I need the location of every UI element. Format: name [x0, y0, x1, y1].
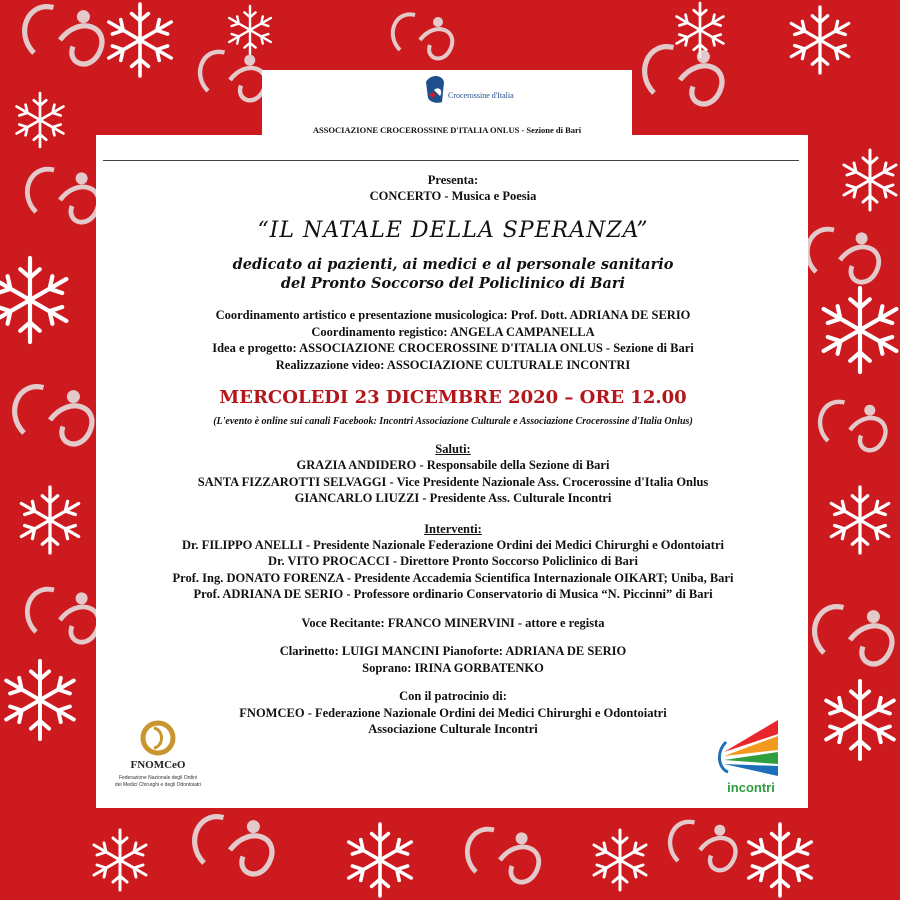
fnomceo-name: FNOMCeO	[130, 759, 186, 771]
patronage-heading: Con il patrocinio di:	[399, 689, 507, 703]
fnomceo-logo-icon	[108, 718, 208, 796]
incontri-logo-icon	[714, 712, 788, 798]
event-date: MERCOLEDI 23 DICEMBRE 2020 – ORE 12.00	[219, 387, 687, 408]
greeting-line: GIANCARLO LIUZZI - Presidente Ass. Culturale Incontri	[294, 491, 612, 505]
voice-line: Voce Recitante: FRANCO MINERVINI - attore e regista	[301, 615, 605, 630]
credit-line: Idea e progetto: ASSOCIAZIONE CROCEROSSINE D'ITALIA ONLUS - Sezione di Bari	[212, 341, 694, 355]
patronage-line-2: Associazione Culturale Incontri	[368, 722, 538, 736]
speaker-line: Dr. VITO PROCACCI - Direttore Pronto Soccorso Policlinico di Bari	[268, 554, 638, 568]
fnomceo-subtitle-1: Federazione Nazionale degli Ordini	[118, 775, 198, 781]
credits-block	[100, 307, 806, 373]
header-divider	[103, 160, 799, 161]
incontri-name: incontri	[727, 780, 775, 795]
dedication-line-2: del Pronto Soccorso del Policlinico di Bari	[280, 275, 626, 292]
poster-content	[100, 172, 806, 738]
fnomceo-subtitle-2: dei Medici Chirurghi e degli Odontoiatri	[114, 782, 202, 788]
event-title: “IL NATALE DELLA SPERANZA”	[257, 218, 649, 243]
performers-line-1: Clarinetto: LUIGI MANCINI Pianoforte: ADRIANA DE SERIO	[279, 644, 627, 658]
greeting-line: GRAZIA ANDIDERO - Responsabile della Sezione di Bari	[296, 458, 610, 472]
online-note: (L'evento è online sui canali Facebook: Incontri Associazione Culturale e Associazione Crocerossine d'Italia Onlus)	[213, 416, 693, 427]
speaker-line: Dr. FILIPPO ANELLI - Presidente Nazionale Federazione Ordini dei Medici Chirurghi e Odontoiatri	[182, 537, 724, 552]
greetings-heading: Saluti:	[435, 442, 471, 456]
patronage-line-1: FNOMCEO - Federazione Nazionale Ordini dei Medici Chirurghi e Odontoiatri	[239, 705, 667, 720]
credit-line: Realizzazione video: ASSOCIAZIONE CULTURALE INCONTRI	[275, 357, 631, 372]
speakers-heading: Interventi:	[424, 521, 482, 536]
speaker-line: Prof. ADRIANA DE SERIO - Professore ordinario Conservatorio di Musica “N. Piccinni” di Bari	[193, 587, 713, 601]
crocerossine-logo-text: Crocerossine d'Italia	[448, 91, 514, 100]
header-box	[262, 70, 632, 145]
presents-label: Presenta:	[427, 173, 479, 187]
association-line: ASSOCIAZIONE CROCEROSSINE D'ITALIA ONLUS - Sezione di Bari	[312, 125, 582, 135]
credit-line: Coordinamento artistico e presentazione musicologica: Prof. Dott. ADRIANA DE SERIO	[215, 308, 691, 322]
credit-line: Coordinamento registico: ANGELA CAMPANELLA	[311, 324, 595, 339]
performers-line-2: Soprano: IRINA GORBATENKO	[362, 660, 544, 675]
event-type: CONCERTO - Musica e Poesia	[369, 189, 537, 203]
crocerossine-logo-icon	[412, 72, 514, 116]
greeting-line: SANTA FIZZAROTTI SELVAGGI - Vice Presidente Nazionale Ass. Crocerossine d'Italia Onlus	[197, 474, 709, 489]
speaker-line: Prof. Ing. DONATO FORENZA - Presidente Accademia Scientifica Internazionale OIKART; Uniba, Bari	[172, 570, 734, 585]
dedication-line-1: dedicato ai pazienti, ai medici e al personale sanitario	[232, 256, 674, 273]
